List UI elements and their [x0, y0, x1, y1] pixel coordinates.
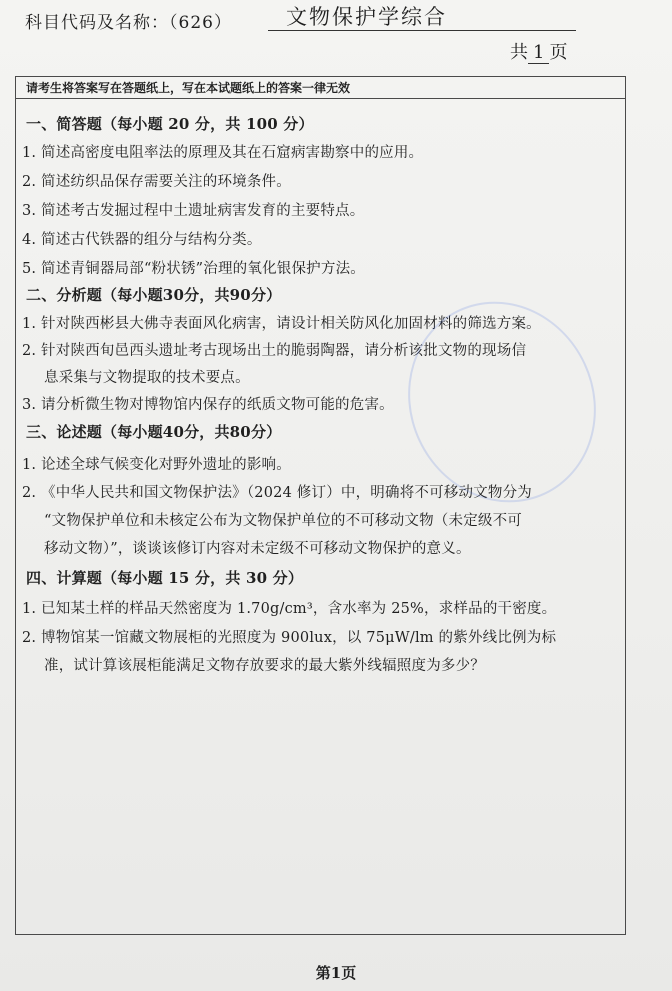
question-line: 3. 简述考古发掘过程中土遗址病害发育的主要特点。	[22, 203, 365, 219]
question-line: 1. 简述高密度电阻率法的原理及其在石窟病害勘察中的应用。	[22, 145, 424, 161]
subject-name: 文物保护学综合	[268, 4, 576, 31]
section-title-analysis: 二、分析题（每小题30分，共90分）	[26, 286, 282, 304]
question-line: 2. 博物馆某一馆藏文物展柜的光照度为 900lux，以 75μW/lm 的紫外线比例为标	[22, 630, 557, 646]
question-line: 2. 针对陕西旬邑西头遗址考古现场出土的脆弱陶器，请分析该批文物的现场信	[22, 343, 527, 359]
question-line: 1. 论述全球气候变化对野外遗址的影响。	[22, 457, 291, 473]
question-line: 2. 《中华人民共和国文物保护法》（2024 修订）中，明确将不可移动文物分为	[22, 485, 533, 501]
question-line-continued: 移动文物）”，谈谈该修订内容对未定级不可移动文物保护的意义。	[44, 541, 471, 557]
question-line: 4. 简述古代铁器的组分与结构分类。	[22, 232, 262, 248]
section-title-short-answer: 一、简答题（每小题 20 分，共 100 分）	[26, 115, 314, 133]
question-line-continued: 准，试计算该展柜能满足文物存放要求的最大紫外线辐照度为多少？	[44, 658, 485, 674]
answer-notice: 请考生将答案写在答题纸上，写在本试题纸上的答案一律无效	[16, 77, 625, 99]
section-title-calculation: 四、计算题（每小题 15 分，共 30 分）	[26, 569, 304, 587]
section-title-essay: 三、论述题（每小题40分，共80分）	[26, 423, 282, 441]
question-line: 3. 请分析微生物对博物馆内保存的纸质文物可能的危害。	[22, 397, 394, 413]
page-count-number: 1	[528, 42, 549, 64]
question-line: 5. 简述青铜器局部“粉状锈”治理的氧化银保护方法。	[22, 261, 365, 277]
page-count	[510, 38, 567, 64]
question-line: 1. 已知某土样的样品天然密度为 1.70g/cm³，含水率为 25%，求样品的干密度。	[22, 601, 557, 617]
page-count-prefix: 共	[510, 42, 528, 63]
question-frame	[15, 76, 626, 935]
page-count-suffix: 页	[549, 42, 568, 63]
question-line: 2. 简述纺织品保存需要关注的环境条件。	[22, 174, 291, 190]
question-line-continued: 息采集与文物提取的技术要点。	[44, 370, 250, 386]
page-footer: 第1页	[315, 964, 357, 982]
question-line-continued: “文物保护单位和未核定公布为文物保护单位的不可移动文物（未定级不可	[44, 513, 523, 529]
question-line: 1. 针对陕西彬县大佛寺表面风化病害，请设计相关防风化加固材料的筛选方案。	[22, 316, 541, 332]
subject-code-label: 科目代码及名称：（626）	[25, 13, 232, 33]
